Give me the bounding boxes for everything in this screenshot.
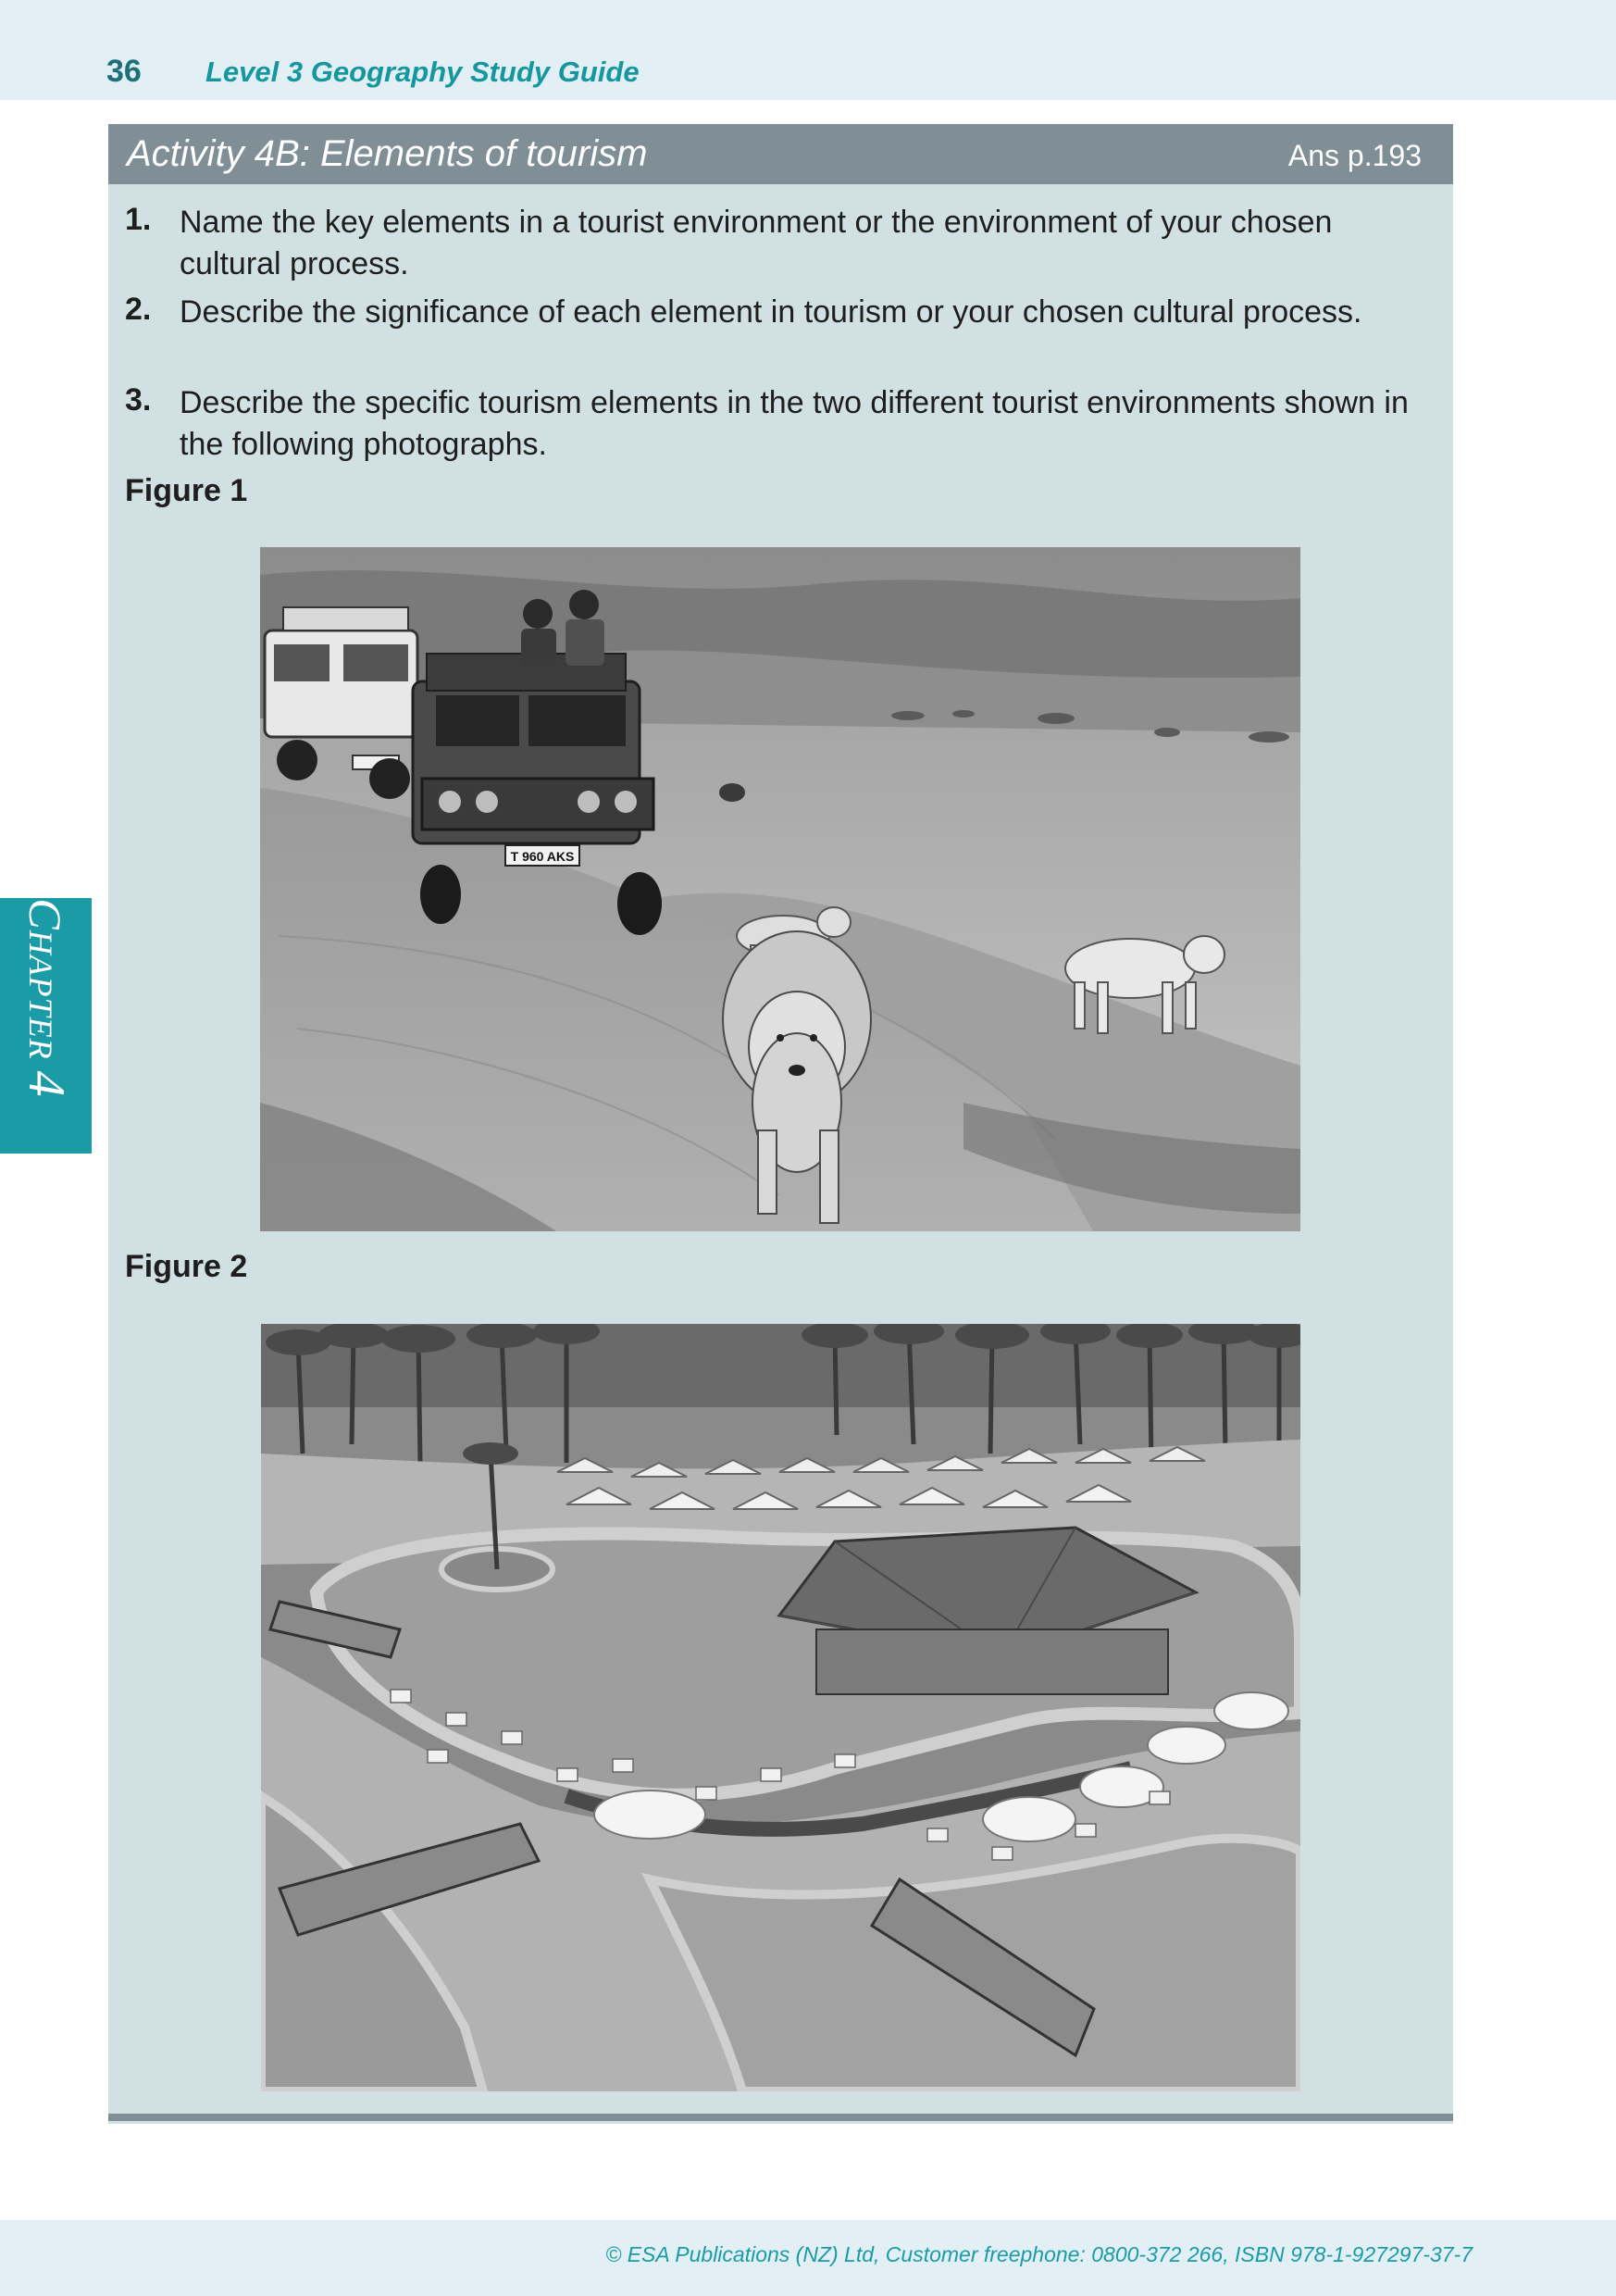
figure-1-label: Figure 1 [125, 473, 248, 508]
activity-title: Activity 4B: Elements of tourism [127, 133, 648, 174]
answer-reference: Ans p.193 [1287, 139, 1422, 172]
guide-title: Level 3 Geography Study Guide [205, 56, 640, 88]
question-2-number: 2. [125, 292, 152, 327]
page-number: 36 [106, 54, 142, 89]
chapter-cap: C [19, 898, 71, 930]
figure-2-resort-pool-photo [261, 1324, 1300, 2091]
vehicle-plate-text: T 960 AKS [510, 849, 575, 864]
chapter-tab-label [17, 898, 76, 1097]
figure-2-label: Figure 2 [125, 1249, 248, 1284]
question-1-number: 1. [125, 202, 152, 237]
question-3-text: Describe the specific tourism elements in the two different tourist environments shown in the following photographs. [180, 385, 1409, 462]
chapter-number: 4 [18, 1070, 75, 1098]
question-1-text: Name the key elements in a tourist environment or the environment of your chosen cultural process. [180, 205, 1333, 281]
question-2-text: Describe the significance of each element in tourism or your chosen cultural process. [180, 294, 1362, 330]
chapter-side-tab [0, 898, 92, 1154]
activity-box-bottom-rule [108, 2114, 1453, 2121]
chapter-rest: HAPTER [22, 930, 59, 1060]
question-3-number: 3. [125, 382, 152, 418]
figure-1-safari-photo [260, 547, 1300, 1231]
footer-copyright: © ESA Publications (NZ) Ltd, Customer freephone: 0800-372 266, ISBN 978-1-927297-37-7 [605, 2242, 1473, 2266]
